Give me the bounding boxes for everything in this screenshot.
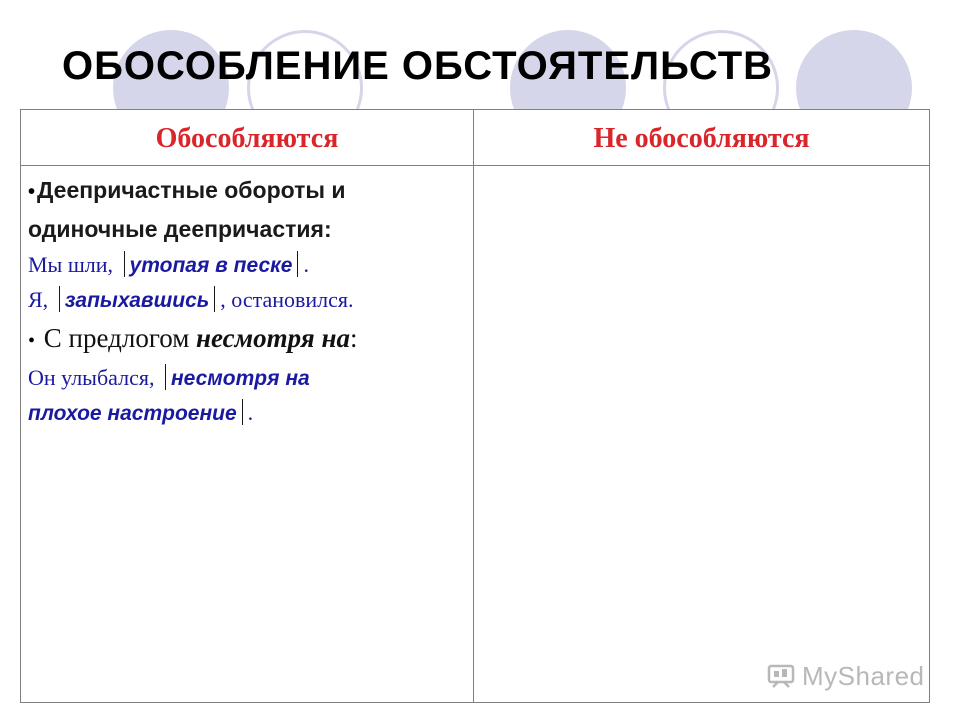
bullet-icon: •	[28, 330, 36, 352]
bullet-icon: •	[28, 181, 36, 203]
header-divider	[21, 165, 929, 166]
bracket-bar	[214, 286, 215, 312]
bracket-bar	[59, 286, 60, 312]
isolated-cell	[28, 172, 468, 431]
example-1: Мы шли, утопая в песке .	[28, 252, 309, 277]
rule-2-preposition: несмотря на	[196, 323, 350, 353]
example-3-line-2: плохое настроение .	[28, 400, 254, 425]
rule-2: • С предлогом несмотря на:	[28, 323, 358, 353]
watermark	[766, 656, 925, 696]
example-3-phrase-part-1: несмотря на	[170, 367, 310, 390]
rules-table	[20, 109, 930, 703]
example-2: Я, запыхавшись , остановился.	[28, 287, 354, 312]
bracket-bar	[297, 251, 298, 277]
example-1-phrase: утопая в песке	[129, 254, 293, 277]
example-3-line-1: Он улыбался, несмотря на	[28, 365, 310, 390]
page-title: ОБОСОБЛЕНИЕ ОБСТОЯТЕЛЬСТВ	[62, 44, 774, 88]
header-not-isolated: Не обособляются	[593, 123, 810, 154]
bracket-bar	[124, 251, 125, 277]
rule-1-line-1: •Деепричастные обороты и	[28, 177, 346, 203]
example-3-phrase-part-2: плохое настроение	[28, 402, 237, 425]
bracket-bar	[242, 399, 243, 425]
rule-1-line-2: одиночные деепричастия:	[28, 216, 332, 242]
watermark-text: MyShared	[802, 660, 925, 691]
example-2-phrase: запыхавшись	[64, 289, 210, 312]
header-isolated: Обособляются	[155, 123, 339, 154]
mysared-logo-icon	[766, 661, 796, 691]
bracket-bar	[165, 364, 166, 390]
column-divider	[473, 110, 474, 702]
